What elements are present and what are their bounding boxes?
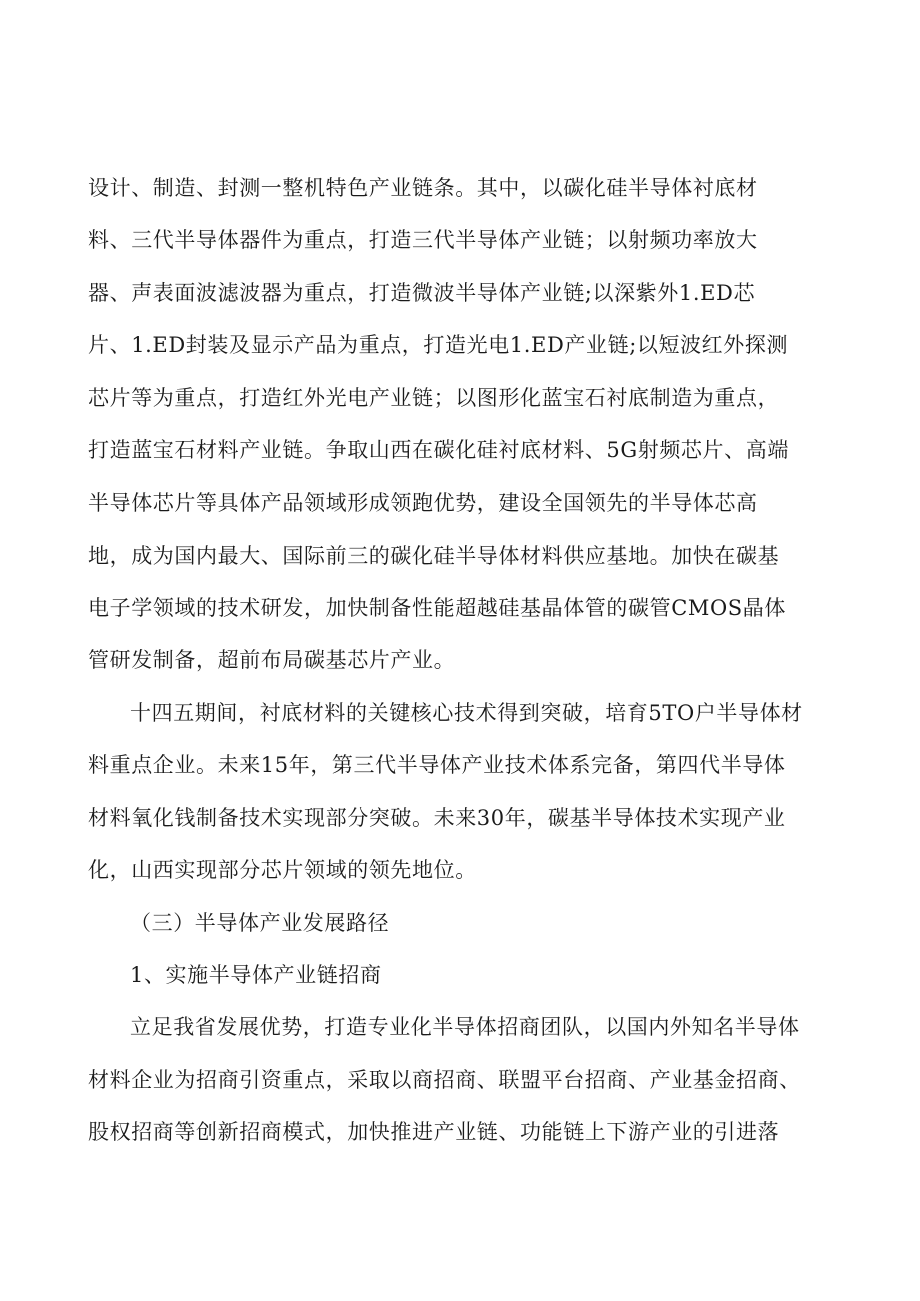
- paragraph-1-line-10: 管研发制备，超前布局碳基芯片产业。: [88, 648, 456, 672]
- paragraph-2-line-2: 料重点企业。未来15年，第三代半导体产业技术体系完备，第四代半导体: [88, 753, 786, 777]
- paragraph-1-line-5: 芯片等为重点，打造红外光电产业链；以图形化蓝宝石衬底制造为重点，: [88, 386, 780, 410]
- paragraph-2-line-4: 化，山西实现部分芯片领域的领先地位。: [88, 858, 477, 882]
- section-heading: （三）半导体产业发展路径: [130, 911, 390, 935]
- paragraph-1-line-8: 地，成为国内最大、国际前三的碳化硅半导体材料供应基地。加快在碳基: [88, 544, 780, 568]
- paragraph-3-line-3: 股权招商等创新招商模式，加快推进产业链、功能链上下游产业的引进落: [88, 1120, 780, 1144]
- paragraph-3-line-2: 材料企业为招商引资重点，采取以商招商、联盟平台招商、产业基金招商、: [88, 1068, 801, 1092]
- subsection-heading: 1、实施半导体产业链招商: [130, 963, 382, 987]
- paragraph-1-line-9: 电子学领域的技术研发，加快制备性能超越硅基晶体管的碳管CMOS晶体: [88, 596, 786, 620]
- paragraph-1-line-3: 器、声表面波滤波器为重点，打造微波半导体产业链;以深紫外1.ED芯: [88, 281, 756, 305]
- paragraph-1-line-1: 设计、制造、封测一整机特色产业链条。其中，以碳化硅半导体衬底材: [88, 176, 758, 200]
- paragraph-2-line-1: 十四五期间，衬底材料的关键核心技术得到突破，培育5TO户半导体材: [130, 701, 803, 725]
- paragraph-3-line-1: 立足我省发展优势，打造专业化半导体招商团队，以国内外知名半导体: [130, 1015, 800, 1039]
- paragraph-2-line-3: 材料氧化钱制备技术实现部分突破。未来30年，碳基半导体技术实现产业: [88, 806, 786, 830]
- paragraph-1-line-4: 片、1.ED封装及显示产品为重点，打造光电1.ED产业链;以短波红外探测: [88, 333, 789, 357]
- paragraph-1-line-2: 料、三代半导体器件为重点，打造三代半导体产业链；以射频功率放大: [88, 228, 758, 252]
- paragraph-1-line-6: 打造蓝宝石材料产业链。争取山西在碳化硅衬底材料、5G射频芯片、高端: [88, 438, 789, 462]
- paragraph-1-line-7: 半导体芯片等具体产品领域形成领跑优势，建设全国领先的半导体芯高: [88, 491, 758, 515]
